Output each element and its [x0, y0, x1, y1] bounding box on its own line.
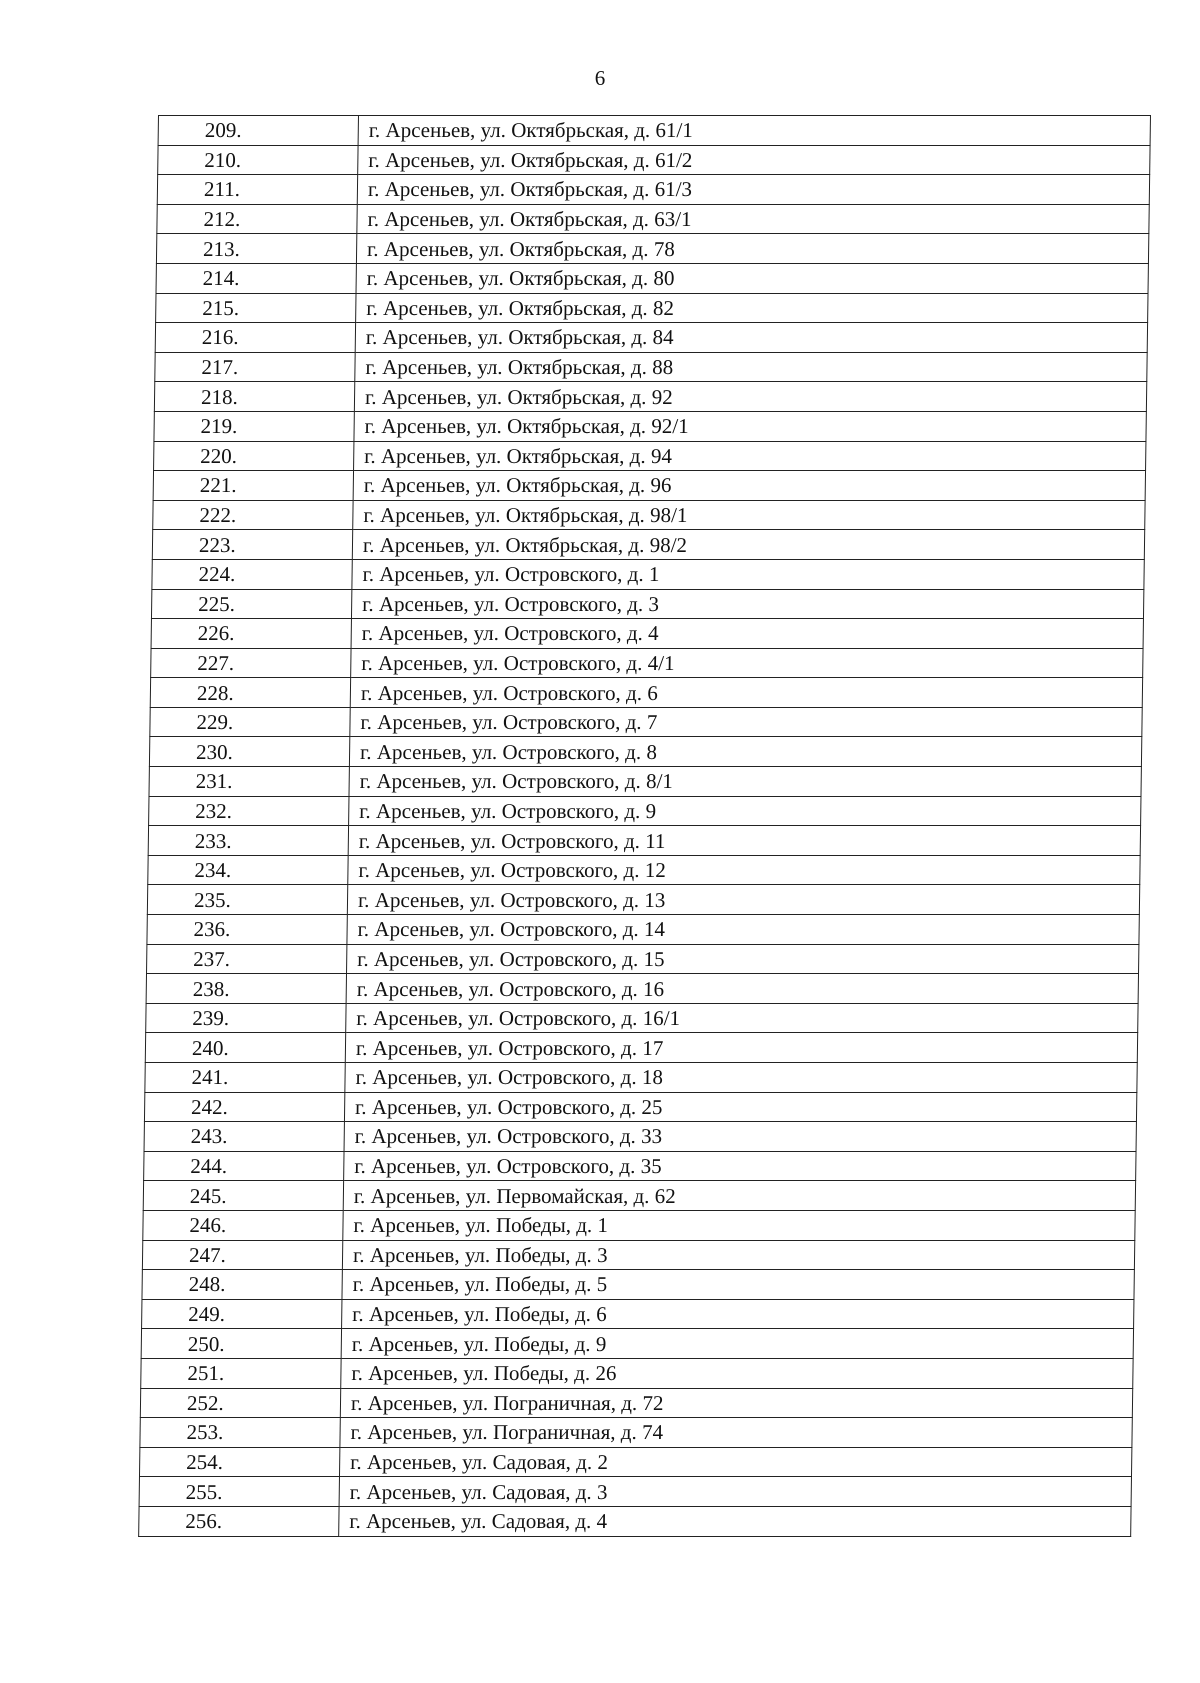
table-row	[147, 885, 1139, 915]
table-row	[156, 293, 1148, 323]
row-number-cell: 225.	[151, 589, 351, 619]
address-cell: г. Арсеньев, ул. Островского, д. 17	[345, 1033, 1137, 1063]
table-row	[150, 707, 1142, 737]
row-number-cell: 219.	[154, 411, 354, 441]
row-number-cell: 233.	[148, 826, 348, 856]
table-row	[149, 737, 1141, 767]
row-number-cell: 249.	[142, 1299, 342, 1329]
table-row	[148, 855, 1140, 885]
row-number-cell: 235.	[147, 885, 347, 915]
table-row	[152, 530, 1144, 560]
table-row	[153, 471, 1145, 501]
row-number-cell: 252.	[140, 1388, 340, 1418]
address-cell: г. Арсеньев, ул. Островского, д. 7	[350, 707, 1142, 737]
row-number-cell: 238.	[146, 974, 346, 1004]
table-row	[154, 411, 1146, 441]
table-row	[145, 1063, 1137, 1093]
address-cell: г. Арсеньев, ул. Октябрьская, д. 98/1	[353, 500, 1145, 530]
table-row	[154, 382, 1146, 412]
address-cell: г. Арсеньев, ул. Островского, д. 4/1	[351, 648, 1143, 678]
table-row	[151, 648, 1143, 678]
row-number-cell: 222.	[153, 500, 353, 530]
address-cell: г. Арсеньев, ул. Пограничная, д. 72	[340, 1388, 1132, 1418]
address-cell: г. Арсеньев, ул. Островского, д. 4	[351, 619, 1143, 649]
table-row	[144, 1122, 1136, 1152]
address-cell: г. Арсеньев, ул. Островского, д. 9	[349, 796, 1141, 826]
row-number-cell: 245.	[143, 1181, 343, 1211]
address-cell: г. Арсеньев, ул. Островского, д. 6	[350, 678, 1142, 708]
row-number-cell: 234.	[148, 855, 348, 885]
address-cell: г. Арсеньев, ул. Садовая, д. 3	[339, 1477, 1131, 1507]
address-cell: г. Арсеньев, ул. Островского, д. 14	[347, 915, 1139, 945]
address-cell: г. Арсеньев, ул. Октябрьская, д. 63/1	[357, 204, 1149, 234]
row-number-cell: 230.	[149, 737, 349, 767]
table-row	[156, 263, 1148, 293]
table-row	[152, 559, 1144, 589]
address-table-body	[139, 116, 1151, 1537]
address-cell: г. Арсеньев, ул. Октябрьская, д. 78	[356, 234, 1148, 264]
table-row	[149, 767, 1141, 797]
table-row	[149, 796, 1141, 826]
row-number-cell: 220.	[154, 441, 354, 471]
address-cell: г. Арсеньев, ул. Октябрьская, д. 61/1	[358, 116, 1150, 146]
table-row	[145, 1033, 1137, 1063]
table-row	[153, 500, 1145, 530]
row-number-cell: 256.	[139, 1506, 339, 1536]
table-row	[150, 678, 1142, 708]
address-cell: г. Арсеньев, ул. Пограничная, д. 74	[340, 1418, 1132, 1448]
address-cell: г. Арсеньев, ул. Островского, д. 33	[344, 1122, 1136, 1152]
address-cell: г. Арсеньев, ул. Островского, д. 8/1	[349, 767, 1141, 797]
row-number-cell: 246.	[143, 1210, 343, 1240]
address-cell: г. Арсеньев, ул. Островского, д. 35	[344, 1151, 1136, 1181]
row-number-cell: 218.	[154, 382, 354, 412]
row-number-cell: 240.	[145, 1033, 345, 1063]
row-number-cell: 242.	[144, 1092, 344, 1122]
row-number-cell: 224.	[152, 559, 352, 589]
address-cell: г. Арсеньев, ул. Октябрьская, д. 96	[353, 471, 1145, 501]
row-number-cell: 227.	[151, 648, 351, 678]
address-cell: г. Арсеньев, ул. Октябрьская, д. 61/2	[358, 145, 1150, 175]
table-row	[158, 145, 1150, 175]
row-number-cell: 239.	[146, 1003, 346, 1033]
row-number-cell: 250.	[141, 1329, 341, 1359]
address-cell: г. Арсеньев, ул. Победы, д. 1	[343, 1210, 1135, 1240]
table-row	[139, 1506, 1131, 1536]
row-number-cell: 251.	[141, 1358, 341, 1388]
address-cell: г. Арсеньев, ул. Островского, д. 16	[346, 974, 1138, 1004]
address-cell: г. Арсеньев, ул. Октябрьская, д. 92	[354, 382, 1146, 412]
table-row	[148, 826, 1140, 856]
table-row	[157, 175, 1149, 205]
table-row	[142, 1270, 1134, 1300]
row-number-cell: 248.	[142, 1270, 342, 1300]
table-row	[142, 1299, 1134, 1329]
address-cell: г. Арсеньев, ул. Островского, д. 1	[352, 559, 1144, 589]
table-row	[139, 1477, 1131, 1507]
row-number-cell: 213.	[156, 234, 356, 264]
table-row	[144, 1092, 1136, 1122]
table-row	[143, 1210, 1135, 1240]
address-cell: г. Арсеньев, ул. Октябрьская, д. 98/2	[352, 530, 1144, 560]
address-cell: г. Арсеньев, ул. Островского, д. 8	[349, 737, 1141, 767]
address-cell: г. Арсеньев, ул. Островского, д. 18	[345, 1063, 1137, 1093]
row-number-cell: 254.	[139, 1447, 339, 1477]
address-cell: г. Арсеньев, ул. Октябрьская, д. 92/1	[354, 411, 1146, 441]
address-cell: г. Арсеньев, ул. Островского, д. 12	[348, 855, 1140, 885]
address-cell: г. Арсеньев, ул. Островского, д. 3	[351, 589, 1143, 619]
row-number-cell: 247.	[142, 1240, 342, 1270]
table-row	[141, 1329, 1133, 1359]
table-row	[158, 116, 1150, 146]
address-table	[138, 115, 1151, 1537]
table-row	[140, 1388, 1132, 1418]
row-number-cell: 236.	[147, 915, 347, 945]
address-cell: г. Арсеньев, ул. Победы, д. 5	[342, 1270, 1134, 1300]
row-number-cell: 214.	[156, 263, 356, 293]
address-cell: г. Арсеньев, ул. Победы, д. 3	[342, 1240, 1134, 1270]
table-row	[147, 944, 1139, 974]
row-number-cell: 253.	[140, 1418, 340, 1448]
row-number-cell: 255.	[139, 1477, 339, 1507]
table-row	[155, 352, 1147, 382]
row-number-cell: 231.	[149, 767, 349, 797]
table-row	[151, 589, 1143, 619]
address-cell: г. Арсеньев, ул. Октябрьская, д. 80	[356, 263, 1148, 293]
address-cell: г. Арсеньев, ул. Островского, д. 13	[347, 885, 1139, 915]
page-number: 6	[594, 66, 606, 90]
address-cell: г. Арсеньев, ул. Островского, д. 11	[348, 826, 1140, 856]
address-cell: г. Арсеньев, ул. Октябрьская, д. 84	[355, 323, 1147, 353]
address-cell: г. Арсеньев, ул. Островского, д. 15	[347, 944, 1139, 974]
table-row	[157, 204, 1149, 234]
table-row	[155, 323, 1147, 353]
table-row	[144, 1151, 1136, 1181]
table-row	[146, 1003, 1138, 1033]
table-row	[154, 441, 1146, 471]
table-row	[140, 1418, 1132, 1448]
table-row	[146, 974, 1138, 1004]
table-row	[143, 1181, 1135, 1211]
table-row	[141, 1358, 1133, 1388]
address-cell: г. Арсеньев, ул. Садовая, д. 2	[339, 1447, 1131, 1477]
table-row	[142, 1240, 1134, 1270]
address-cell: г. Арсеньев, ул. Островского, д. 25	[344, 1092, 1136, 1122]
address-cell: г. Арсеньев, ул. Октябрьская, д. 88	[355, 352, 1147, 382]
row-number-cell: 223.	[152, 530, 352, 560]
row-number-cell: 216.	[155, 323, 355, 353]
row-number-cell: 237.	[147, 944, 347, 974]
address-cell: г. Арсеньев, ул. Победы, д. 6	[342, 1299, 1134, 1329]
address-cell: г. Арсеньев, ул. Октябрьская, д. 94	[354, 441, 1146, 471]
row-number-cell: 217.	[155, 352, 355, 382]
table-row	[139, 1447, 1131, 1477]
address-cell: г. Арсеньев, ул. Октябрьская, д. 82	[356, 293, 1148, 323]
address-cell: г. Арсеньев, ул. Островского, д. 16/1	[346, 1003, 1138, 1033]
address-cell: г. Арсеньев, ул. Победы, д. 26	[341, 1358, 1133, 1388]
row-number-cell: 243.	[144, 1122, 344, 1152]
row-number-cell: 215.	[156, 293, 356, 323]
address-cell: г. Арсеньев, ул. Победы, д. 9	[341, 1329, 1133, 1359]
row-number-cell: 212.	[157, 204, 357, 234]
row-number-cell: 210.	[158, 145, 358, 175]
address-cell: г. Арсеньев, ул. Первомайская, д. 62	[343, 1181, 1135, 1211]
row-number-cell: 226.	[151, 619, 351, 649]
table-row	[156, 234, 1148, 264]
row-number-cell: 232.	[149, 796, 349, 826]
row-number-cell: 209.	[158, 116, 358, 146]
row-number-cell: 244.	[144, 1151, 344, 1181]
table-row	[151, 619, 1143, 649]
row-number-cell: 211.	[157, 175, 357, 205]
address-cell: г. Арсеньев, ул. Садовая, д. 4	[339, 1506, 1131, 1536]
address-cell: г. Арсеньев, ул. Октябрьская, д. 61/3	[357, 175, 1149, 205]
row-number-cell: 228.	[150, 678, 350, 708]
row-number-cell: 221.	[153, 471, 353, 501]
row-number-cell: 241.	[145, 1063, 345, 1093]
row-number-cell: 229.	[150, 707, 350, 737]
table-row	[147, 915, 1139, 945]
